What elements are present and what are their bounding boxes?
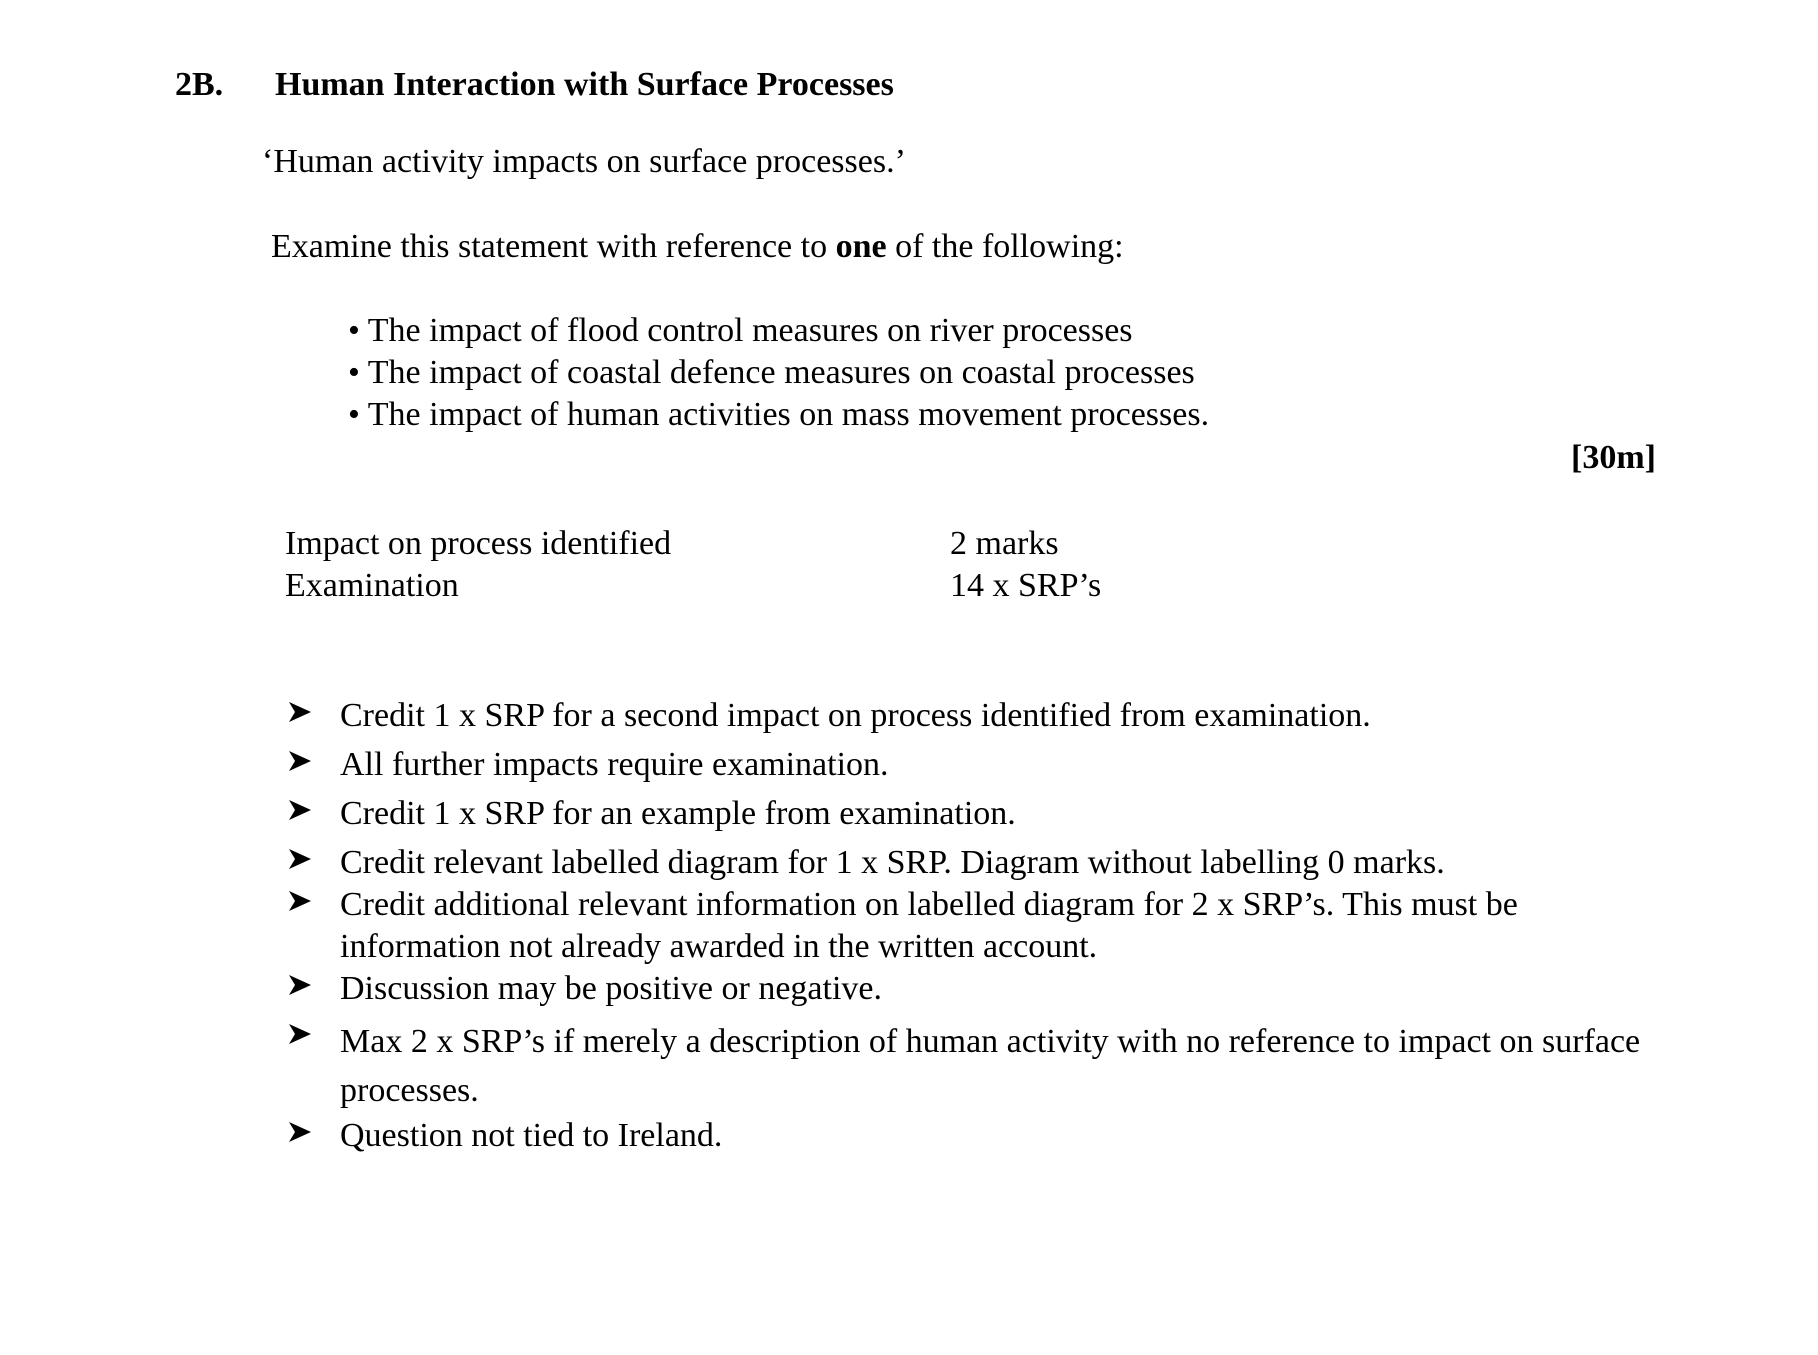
option-item: • The impact of flood control measures on river processes [348, 312, 1133, 349]
arrowhead-bullet-icon [287, 972, 313, 998]
note-text: Credit 1 x SRP for an example from examination. [340, 795, 1016, 832]
arrowhead-bullet-icon [287, 748, 313, 774]
notes-list [287, 0, 1737, 1355]
criterion-label: Impact on process identified [285, 525, 672, 562]
quoted-statement: ‘Human activity impacts on surface processes.’ [262, 143, 906, 180]
note-text: Credit 1 x SRP for a second impact on process identified from examination. [340, 697, 1371, 734]
instruction-after: of the following: [886, 228, 1124, 265]
arrowhead-bullet-icon [287, 797, 313, 823]
option-item: • The impact of human activities on mass movement processes. [348, 396, 1210, 433]
arrowhead-bullet-icon [287, 888, 313, 914]
note-text: Discussion may be positive or negative. [340, 970, 883, 1007]
note-text: Credit relevant labelled diagram for 1 x SRP. Diagram without labelling 0 marks. [340, 844, 1445, 881]
note-text: Credit additional relevant information on labelled diagram for 2 x SRP’s. This must be information not already awarded in the written account. [340, 886, 1518, 965]
section-number: 2B. [175, 66, 224, 103]
section-title: Human Interaction with Surface Processes [275, 66, 894, 103]
arrowhead-bullet-icon [287, 699, 313, 725]
criterion-marks: 2 marks [950, 525, 1059, 562]
note-text: Max 2 x SRP’s if merely a description of human activity with no reference to impact on surface processes. [340, 1023, 1641, 1109]
instruction-before: Examine this statement with reference to [271, 228, 836, 265]
note-text: All further impacts require examination. [340, 746, 889, 783]
option-item: • The impact of coastal defence measures on coastal processes [348, 354, 1195, 391]
total-marks: [30m] [1571, 439, 1656, 476]
instruction-emphasis: one [835, 228, 887, 265]
arrowhead-bullet-icon [287, 1119, 313, 1145]
note-text: Question not tied to Ireland. [340, 1117, 723, 1154]
criterion-marks: 14 x SRP’s [950, 567, 1102, 604]
arrowhead-bullet-icon [287, 1021, 313, 1047]
arrowhead-bullet-icon [287, 846, 313, 872]
criterion-label: Examination [285, 567, 459, 604]
